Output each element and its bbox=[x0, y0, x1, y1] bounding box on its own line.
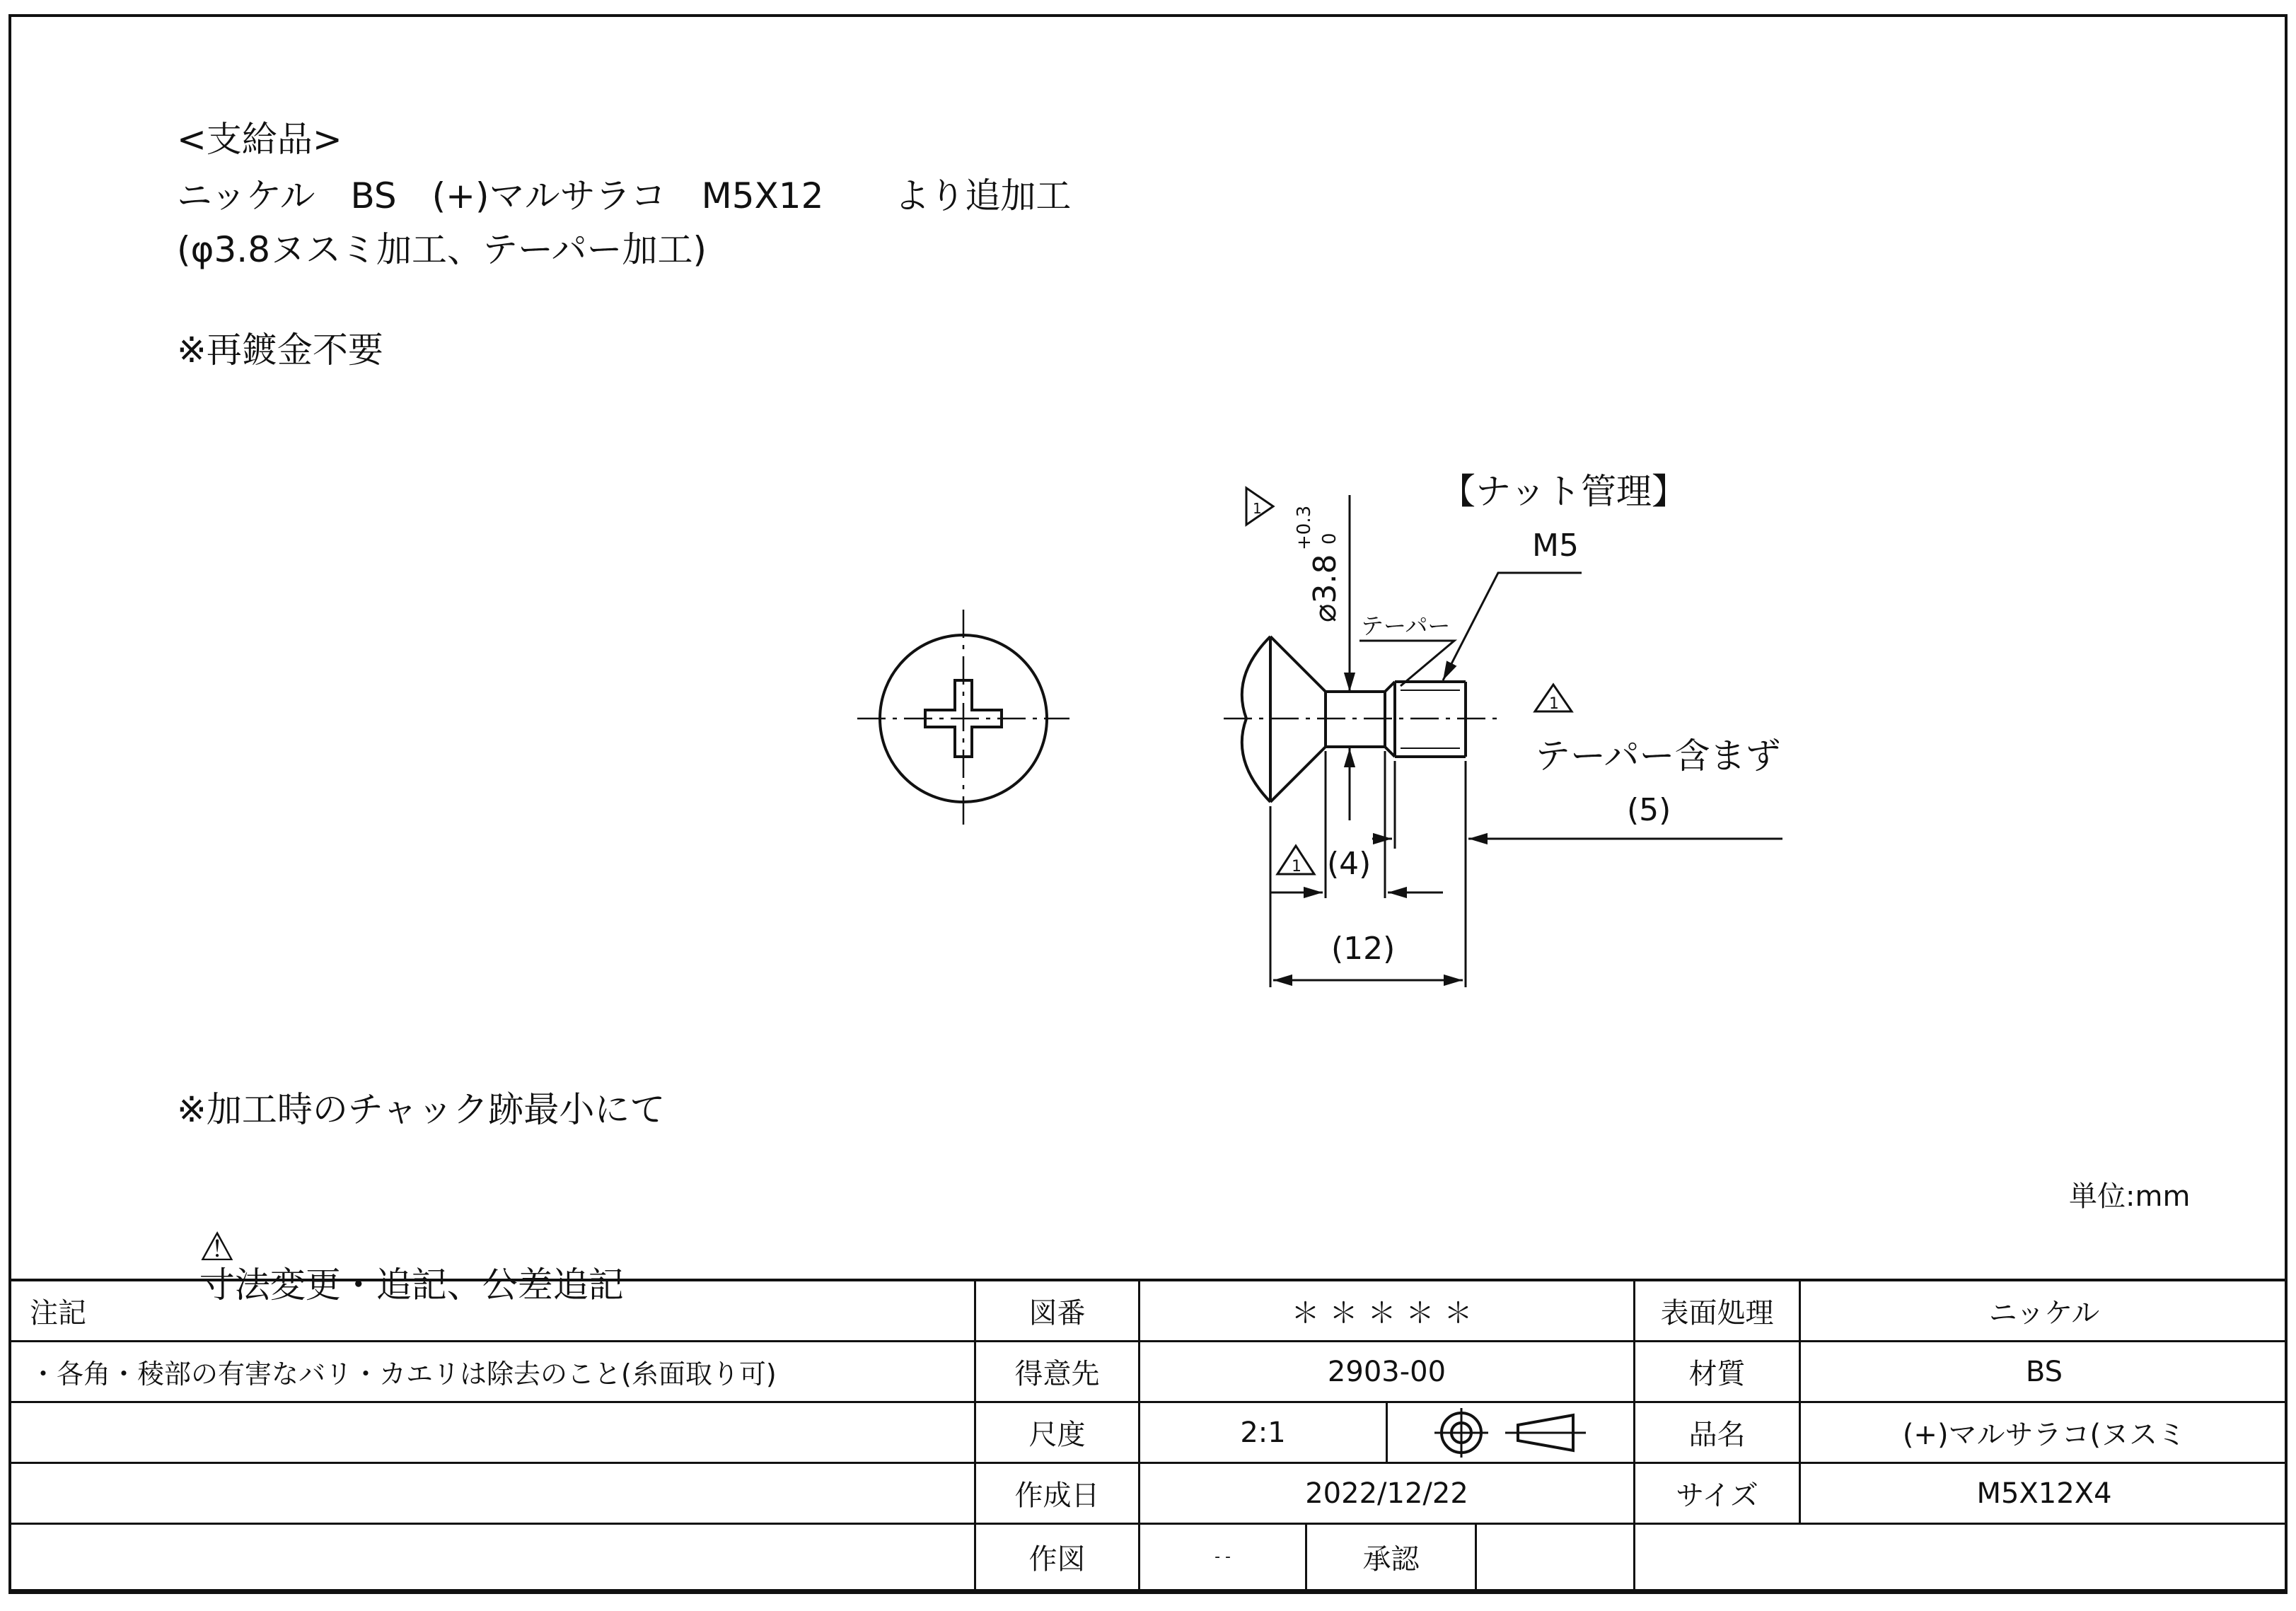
remarks-row5 bbox=[8, 1525, 976, 1591]
excluding-taper-label: テーパー含まず bbox=[1535, 735, 1781, 777]
created-value: 2022/12/22 bbox=[1140, 1464, 1635, 1525]
rev-mark-len: 1 bbox=[1292, 858, 1301, 876]
revision-triangle-icon: ⚠ bbox=[199, 1224, 235, 1270]
dia-tol-upper: +0.3 bbox=[1294, 505, 1315, 550]
supplied-line2: (φ3.8ヌスミ加工、テーパー加工) bbox=[177, 229, 707, 270]
drawn-label: 作図 bbox=[976, 1525, 1140, 1591]
dim-4-label: (4) bbox=[1327, 846, 1372, 882]
drawing-no-label: 図番 bbox=[976, 1281, 1140, 1342]
material-value: BS bbox=[1801, 1342, 2288, 1403]
third-angle-projection-icon bbox=[1426, 1408, 1596, 1458]
revision-note-text: 寸法変更・追記、公差追記 bbox=[199, 1264, 624, 1305]
head-dome bbox=[1242, 636, 1270, 802]
empty-bottom-right bbox=[1635, 1525, 2288, 1591]
part-name-label: 品名 bbox=[1635, 1403, 1801, 1464]
front-view bbox=[857, 610, 1069, 826]
supplied-line1: ニッケル BS (+)マルサラコ M5X12 より追加工 bbox=[177, 175, 1072, 216]
approved-label: 承認 bbox=[1307, 1525, 1477, 1591]
remarks-row3 bbox=[8, 1403, 976, 1464]
rev-mark-dia: 1 bbox=[1253, 500, 1262, 517]
side-view bbox=[1224, 636, 1501, 802]
remarks-header: 注記 bbox=[8, 1281, 976, 1342]
size-value: M5X12X4 bbox=[1801, 1464, 2288, 1525]
created-label: 作成日 bbox=[976, 1464, 1140, 1525]
m5-leader bbox=[1443, 573, 1582, 680]
part-name-value: (+)マルサラコ(ヌスミ bbox=[1801, 1403, 2288, 1464]
taper-label: テーパー bbox=[1361, 612, 1451, 639]
drawn-value: ‐ ‐ bbox=[1140, 1525, 1307, 1591]
taper-leader bbox=[1359, 641, 1454, 686]
dia-label: ⌀3.8 bbox=[1307, 554, 1343, 622]
material-label: 材質 bbox=[1635, 1342, 1801, 1403]
title-block bbox=[8, 1279, 2288, 1594]
projection-symbol bbox=[1388, 1403, 1635, 1464]
rev-mark-taper: 1 bbox=[1549, 695, 1559, 713]
scale-value: 2:1 bbox=[1140, 1403, 1388, 1464]
size-label: サイズ bbox=[1635, 1464, 1801, 1525]
drawing-no-value: ＊＊＊＊＊ bbox=[1140, 1281, 1635, 1342]
customer-label: 得意先 bbox=[976, 1342, 1140, 1403]
no-replating-note: ※再鍍金不要 bbox=[177, 330, 383, 371]
chuck-mark-note: ※加工時のチャック跡最小にて bbox=[177, 1089, 666, 1130]
nut-control-label: 【ナット管理】 bbox=[1440, 471, 1687, 512]
customer-value: 2903-00 bbox=[1140, 1342, 1635, 1403]
remarks-line1: ・各角・稜部の有害なバリ・カエリは除去のこと(糸面取り可) bbox=[8, 1342, 976, 1403]
scale-label: 尺度 bbox=[976, 1403, 1140, 1464]
unit-label: 単位:mm bbox=[2069, 1180, 2191, 1213]
approved-value bbox=[1477, 1525, 1635, 1591]
surface-value: ニッケル bbox=[1801, 1281, 2288, 1342]
thread-label: M5 bbox=[1532, 528, 1579, 564]
dia-tol-lower: 0 bbox=[1319, 533, 1340, 545]
remarks-row4 bbox=[8, 1464, 976, 1525]
dim-5-label: (5) bbox=[1627, 792, 1671, 828]
supplied-heading: <支給品> bbox=[177, 119, 342, 160]
dim-12-label: (12) bbox=[1331, 931, 1396, 967]
surface-label: 表面処理 bbox=[1635, 1281, 1801, 1342]
